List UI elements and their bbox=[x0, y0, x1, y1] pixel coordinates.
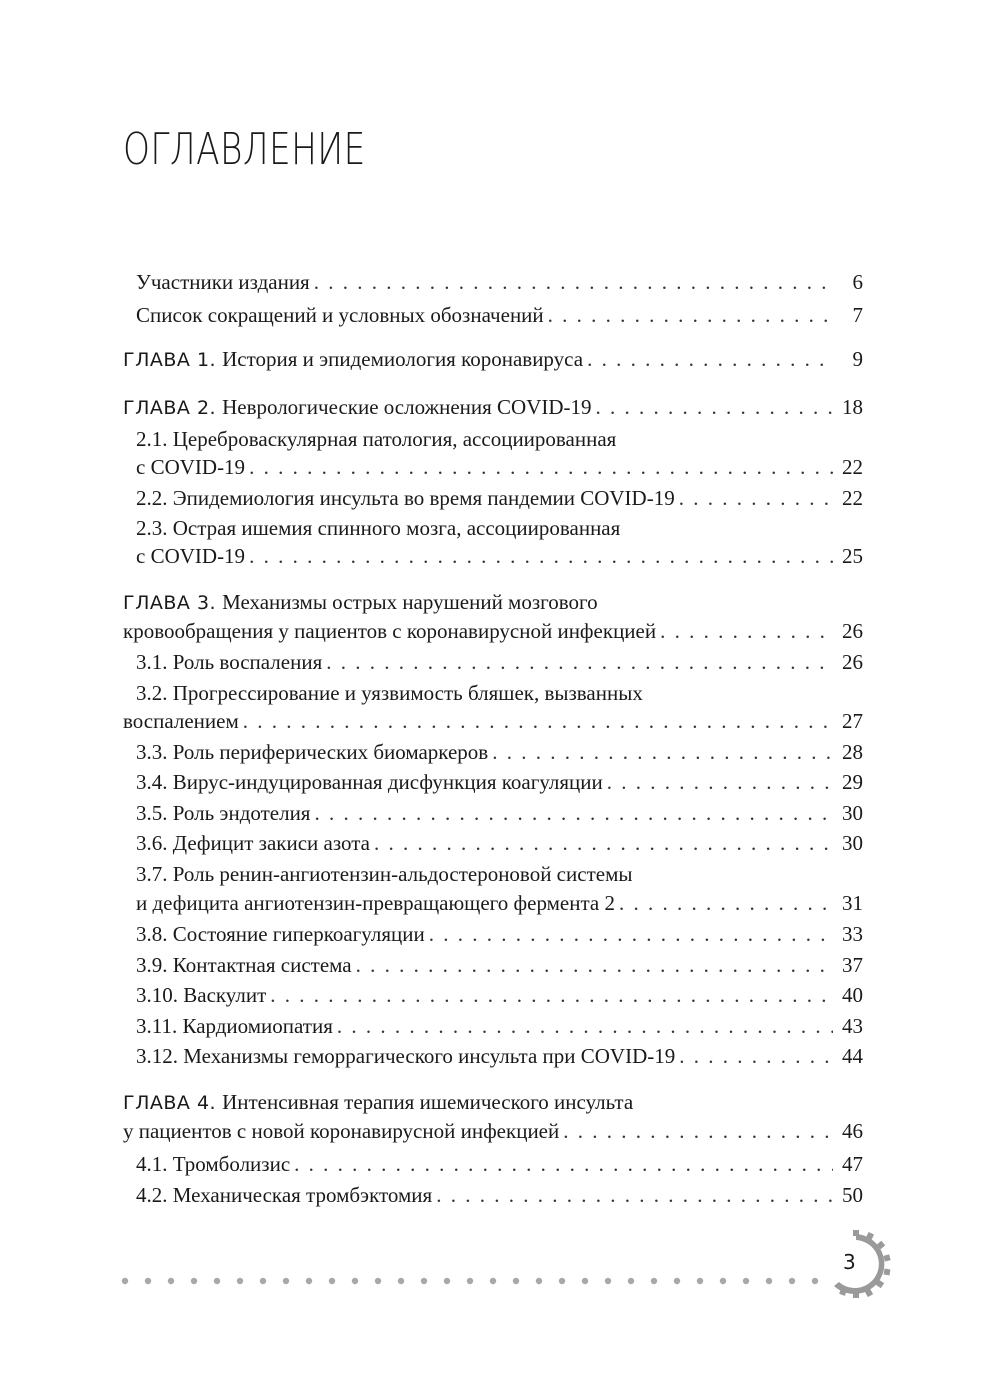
leader-dots bbox=[548, 301, 833, 329]
toc-entry-3-1[interactable] bbox=[0, 648, 1000, 676]
footer-dot-rule bbox=[120, 1274, 830, 1288]
leader-dots bbox=[492, 738, 833, 766]
toc-page-number: 22 bbox=[842, 486, 863, 510]
toc-page-number: 9 bbox=[852, 347, 863, 371]
toc-entry-3-11[interactable] bbox=[0, 1012, 1000, 1040]
toc-entry-3-6[interactable] bbox=[0, 829, 1000, 857]
toc-chapter-4[interactable] bbox=[0, 1117, 1000, 1145]
leader-dots bbox=[436, 1181, 833, 1209]
toc-entry-3-3[interactable] bbox=[0, 738, 1000, 766]
toc-entry-3-2[interactable] bbox=[0, 707, 1000, 735]
leader-dots bbox=[249, 542, 833, 570]
toc-page-number: 6 bbox=[852, 270, 863, 294]
leader-dots bbox=[314, 799, 833, 827]
toc-entry-text: История и эпидемиология коронавируса bbox=[222, 347, 584, 371]
toc-page-number: 37 bbox=[842, 953, 863, 977]
toc-entry-text: Неврологические осложнения COVID-19 bbox=[222, 395, 592, 419]
toc-entry-text: 3.12. Механизмы геморрагического инсульта при COVID-19 bbox=[136, 1044, 676, 1068]
toc-entry-2-1-line1: 2.1. Цереброваскулярная патология, ассоциированная bbox=[136, 427, 617, 451]
toc-page-number: 44 bbox=[842, 1044, 863, 1068]
leader-dots bbox=[374, 829, 833, 857]
page-title: ОГЛАВЛЕНИЕ bbox=[123, 124, 366, 175]
toc-entry-participants[interactable] bbox=[0, 268, 1000, 296]
toc-page-number: 7 bbox=[852, 303, 863, 327]
chapter-label: ГЛАВА 3. bbox=[123, 592, 217, 614]
leader-dots bbox=[607, 768, 833, 796]
toc-page-number: 25 bbox=[842, 544, 863, 568]
toc-chapter-1[interactable] bbox=[0, 345, 1000, 374]
toc-entry-2-3-line1: 2.3. Острая ишемия спинного мозга, ассоциированная bbox=[136, 516, 621, 540]
toc-page-number: 40 bbox=[842, 983, 863, 1007]
toc-entry-text: 3.1. Роль воспаления bbox=[136, 650, 323, 674]
toc-entry-3-12[interactable] bbox=[0, 1042, 1000, 1070]
toc-chapter-4-line1: ГЛАВА 4. Интенсивная терапия ишемического инсульта bbox=[123, 1090, 634, 1114]
toc-page-number: 46 bbox=[842, 1119, 863, 1143]
leader-dots bbox=[587, 345, 833, 373]
toc-entry-text: Участники издания bbox=[136, 270, 310, 294]
toc-page-number: 31 bbox=[842, 891, 863, 915]
toc-entry-3-7[interactable] bbox=[0, 889, 1000, 917]
toc-page-number: 43 bbox=[842, 1014, 863, 1038]
toc-entry-text: и дефицита ангиотензин-превращающего фермента 2 bbox=[136, 891, 615, 915]
toc-entry-text: Список сокращений и условных обозначений bbox=[136, 303, 544, 327]
toc-entry-3-4[interactable] bbox=[0, 768, 1000, 796]
toc-entry-text: 3.11. Кардиомиопатия bbox=[136, 1014, 333, 1038]
toc-entry-3-9[interactable] bbox=[0, 951, 1000, 979]
toc-page-number: 50 bbox=[842, 1183, 863, 1207]
toc-entry-text: 4.2. Механическая тромбэктомия bbox=[136, 1183, 433, 1207]
toc-page-number: 29 bbox=[842, 770, 863, 794]
toc-page-number: 26 bbox=[842, 619, 863, 643]
leader-dots bbox=[356, 951, 833, 979]
toc-entry-text: с COVID-19 bbox=[136, 455, 246, 479]
toc-page-number: 30 bbox=[842, 801, 863, 825]
chapter-label: ГЛАВА 2. bbox=[123, 397, 217, 419]
toc-chapter-2[interactable] bbox=[0, 393, 1000, 422]
toc-entry-text: у пациентов с новой коронавирусной инфекцией bbox=[123, 1119, 560, 1143]
toc-chapter-3-line1: ГЛАВА 3. Механизмы острых нарушений мозгового bbox=[123, 590, 598, 614]
leader-dots bbox=[326, 648, 833, 676]
toc-entry-abbreviations[interactable] bbox=[0, 301, 1000, 329]
toc-page-number: 22 bbox=[842, 455, 863, 479]
toc-entry-text: 3.9. Контактная система bbox=[136, 953, 352, 977]
leader-dots bbox=[314, 268, 833, 296]
leader-dots bbox=[337, 1012, 833, 1040]
toc-entry-text: 2.2. Эпидемиология инсульта во время пандемии COVID-19 bbox=[136, 486, 675, 510]
toc-entry-text: кровообращения у пациентов с коронавирусной инфекцией bbox=[123, 619, 657, 643]
toc-entry-text: 3.6. Дефицит закиси азота bbox=[136, 831, 370, 855]
toc-entry-3-7-line1: 3.7. Роль ренин-ангиотензин-альдостероновой системы bbox=[136, 862, 633, 886]
leader-dots bbox=[619, 889, 833, 917]
toc-entry-2-2[interactable] bbox=[0, 484, 1000, 512]
leader-dots bbox=[249, 453, 833, 481]
toc-entry-text: воспалением bbox=[123, 709, 239, 733]
toc-page-number: 33 bbox=[842, 922, 863, 946]
leader-dots bbox=[294, 1150, 833, 1178]
toc-page-number: 28 bbox=[842, 740, 863, 764]
toc-page-number: 30 bbox=[842, 831, 863, 855]
toc-entry-3-10[interactable] bbox=[0, 981, 1000, 1009]
chapter-label: ГЛАВА 4. bbox=[123, 1092, 217, 1114]
toc-entry-4-2[interactable] bbox=[0, 1181, 1000, 1209]
leader-dots bbox=[270, 981, 833, 1009]
leader-dots bbox=[660, 617, 833, 645]
toc-entry-3-2-line1: 3.2. Прогрессирование и уязвимость бляшек, вызванных bbox=[136, 681, 643, 705]
leader-dots bbox=[563, 1117, 833, 1145]
toc-entry-3-5[interactable] bbox=[0, 799, 1000, 827]
toc-entry-2-1[interactable] bbox=[0, 453, 1000, 481]
leader-dots bbox=[679, 1042, 833, 1070]
leader-dots bbox=[596, 393, 833, 421]
toc-entry-text: 3.3. Роль периферических биомаркеров bbox=[136, 740, 489, 764]
toc-page-number: 47 bbox=[842, 1152, 863, 1176]
chapter-label: ГЛАВА 1. bbox=[123, 349, 217, 371]
leader-dots bbox=[429, 920, 833, 948]
page-number: 3 bbox=[843, 1250, 856, 1274]
toc-entry-3-8[interactable] bbox=[0, 920, 1000, 948]
toc-entry-text: 3.8. Состояние гиперкоагуляции bbox=[136, 922, 425, 946]
toc-entry-text: 3.10. Васкулит bbox=[136, 983, 267, 1007]
toc-page-number: 18 bbox=[842, 395, 863, 419]
toc-entry-text: 3.4. Вирус-индуцированная дисфункция коагуляции bbox=[136, 770, 603, 794]
toc-entry-text: с COVID-19 bbox=[136, 544, 246, 568]
toc-entry-text: 4.1. Тромболизис bbox=[136, 1152, 291, 1176]
toc-entry-2-3[interactable] bbox=[0, 542, 1000, 570]
toc-page-number: 26 bbox=[842, 650, 863, 674]
toc-entry-text: 3.5. Роль эндотелия bbox=[136, 801, 311, 825]
toc-chapter-3[interactable] bbox=[0, 617, 1000, 645]
leader-dots bbox=[679, 484, 833, 512]
toc-entry-4-1[interactable] bbox=[0, 1150, 1000, 1178]
virus-gear-icon bbox=[820, 1228, 892, 1300]
leader-dots bbox=[243, 707, 833, 735]
toc-page-number: 27 bbox=[842, 709, 863, 733]
